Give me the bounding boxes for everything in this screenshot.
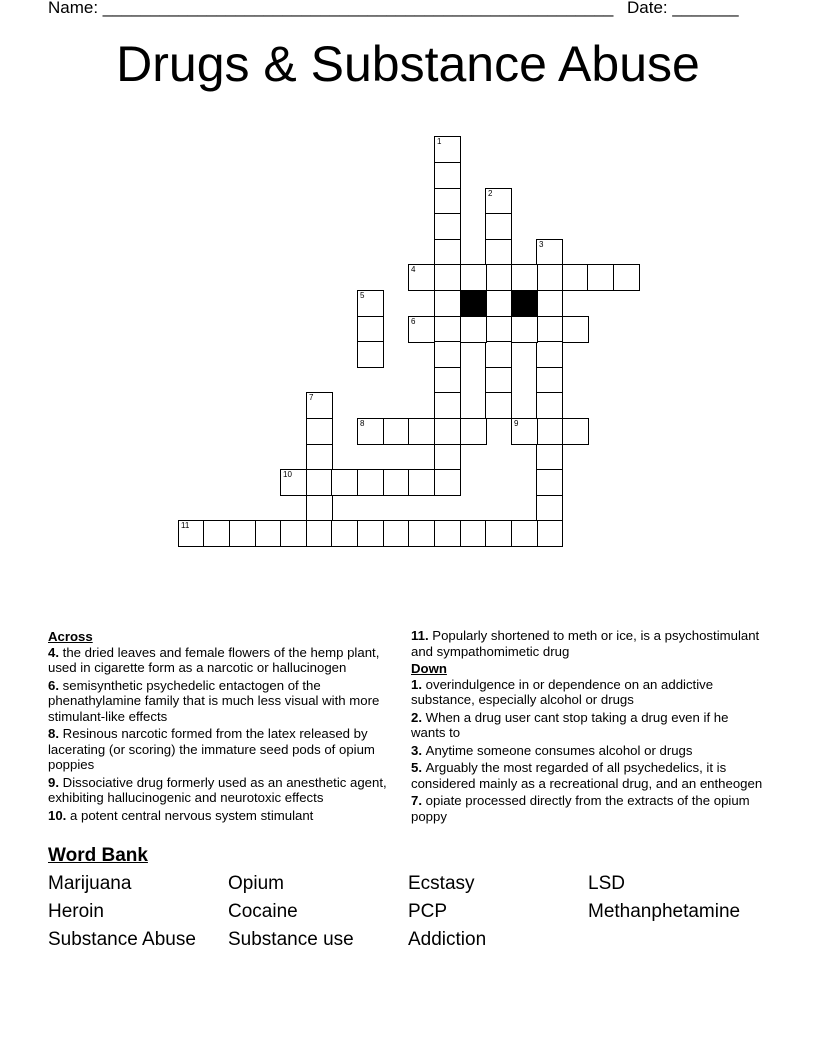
clues-left-column (48, 628, 400, 825)
word-bank-title: Word Bank (48, 845, 148, 866)
grid-cell[interactable] (511, 264, 538, 291)
word-bank-item: Marijuana (48, 873, 132, 894)
clue-number-label: 5. (411, 759, 426, 775)
clue-number: 2 (488, 189, 493, 198)
clue-text: overindulgence in or dependence on an addictive substance, especially alcohol or drugs (411, 676, 714, 708)
blocked-cell (511, 290, 538, 317)
grid-cell[interactable] (536, 367, 563, 394)
grid-cell[interactable] (460, 418, 487, 445)
across-heading: Across (48, 629, 93, 644)
clue-number: 10 (283, 470, 292, 479)
grid-cell[interactable] (280, 469, 307, 496)
across-clue (48, 645, 400, 676)
word-bank-grid (48, 873, 788, 957)
grid-cell[interactable] (536, 444, 563, 471)
grid-cell[interactable] (357, 316, 384, 343)
grid-cell[interactable] (434, 341, 461, 368)
grid-cell[interactable] (383, 469, 410, 496)
grid-cell[interactable] (434, 392, 461, 419)
across-clue (411, 628, 763, 659)
grid-cell[interactable] (331, 520, 358, 547)
grid-cell[interactable] (408, 418, 435, 445)
across-clue (48, 726, 400, 773)
grid-cell[interactable] (306, 469, 333, 496)
grid-cell[interactable] (536, 290, 563, 317)
grid-cell[interactable] (434, 520, 461, 547)
grid-cell[interactable] (434, 469, 461, 496)
grid-cell[interactable] (485, 316, 512, 343)
clue-text: a potent central nervous system stimulant (70, 807, 314, 823)
grid-cell[interactable] (536, 316, 563, 343)
across-clue (48, 678, 400, 725)
across-clue (48, 808, 400, 824)
clue-number: 1 (437, 137, 442, 146)
down-clue (411, 677, 763, 708)
grid-cell[interactable] (485, 341, 512, 368)
clue-number: 5 (360, 291, 365, 300)
clue-number-label: 9. (48, 774, 63, 790)
clue-number-label: 7. (411, 792, 426, 808)
clue-text: Anytime someone consumes alcohol or drugs (425, 742, 693, 758)
grid-cell[interactable] (562, 316, 589, 343)
grid-cell[interactable] (485, 520, 512, 547)
grid-cell[interactable] (434, 316, 461, 343)
grid-cell[interactable] (485, 392, 512, 419)
grid-cell[interactable] (536, 264, 563, 291)
clue-number-label: 3. (411, 742, 426, 758)
clue-text: Dissociative drug formerly used as an anesthetic agent, exhibiting hallucinogenic and neurotoxic effects (48, 774, 387, 806)
grid-cell[interactable] (408, 520, 435, 547)
grid-cell[interactable] (434, 418, 461, 445)
grid-cell[interactable] (613, 264, 640, 291)
grid-cell[interactable] (536, 418, 563, 445)
grid-cell[interactable] (485, 264, 512, 291)
grid-cell[interactable] (383, 520, 410, 547)
clue-text: Popularly shortened to meth or ice, is a psychostimulant and sympathomimetic drug (411, 628, 760, 659)
clue-number: 4 (411, 265, 416, 274)
clue-number-label: 6. (48, 677, 63, 693)
down-heading: Down (411, 660, 447, 676)
clue-number-label: 2. (411, 709, 426, 725)
word-bank-item: Cocaine (228, 901, 298, 922)
grid-cell[interactable] (536, 469, 563, 496)
grid-cell[interactable] (485, 213, 512, 240)
across-clue (48, 775, 400, 806)
clue-number: 8 (360, 419, 365, 428)
grid-cell[interactable] (383, 418, 410, 445)
clue-number-label: 4. (48, 644, 63, 660)
clue-text: Resinous narcotic formed from the latex released by lacerating (or scoring) the immature seed pods of opium poppies (48, 726, 375, 773)
grid-cell[interactable] (434, 213, 461, 240)
clue-number-label: 11. (411, 628, 433, 643)
grid-cell[interactable] (408, 469, 435, 496)
name-field-label: Name: ______________________________________________________ (48, 0, 614, 17)
word-bank-item: Addiction (408, 929, 487, 950)
clue-number-label: 1. (411, 676, 426, 692)
grid-cell[interactable] (357, 341, 384, 368)
clue-number: 11 (181, 521, 190, 530)
grid-cell[interactable] (408, 316, 435, 343)
clue-number: 9 (514, 419, 519, 428)
grid-cell[interactable] (306, 418, 333, 445)
grid-cell[interactable] (434, 188, 461, 215)
grid-cell[interactable] (255, 520, 282, 547)
clue-text: opiate processed directly from the extracts of the opium poppy (411, 792, 750, 824)
grid-cell[interactable] (306, 495, 333, 522)
clue-text: Arguably the most regarded of all psychedelics, it is considered mainly as a recreational drug, and an entheogen (411, 759, 763, 791)
grid-cell[interactable] (485, 239, 512, 266)
grid-cell[interactable] (460, 316, 487, 343)
grid-cell[interactable] (280, 520, 307, 547)
word-bank-item: Substance use (228, 929, 354, 950)
grid-cell[interactable] (434, 444, 461, 471)
date-field-label: Date: _______ (627, 0, 739, 17)
down-clue-list (411, 677, 763, 825)
grid-cell[interactable] (536, 392, 563, 419)
grid-cell[interactable] (511, 316, 538, 343)
down-clue (411, 760, 763, 791)
grid-cell[interactable] (331, 469, 358, 496)
grid-cell[interactable] (536, 239, 563, 266)
grid-cell[interactable] (357, 290, 384, 317)
grid-cell[interactable] (536, 495, 563, 522)
across-clue-list-continued (411, 628, 763, 659)
grid-cell[interactable] (357, 520, 384, 547)
grid-cell[interactable] (511, 520, 538, 547)
down-clue (411, 793, 763, 824)
grid-cell[interactable] (485, 367, 512, 394)
grid-cell[interactable] (357, 469, 384, 496)
word-bank-item: Methanphetamine (588, 901, 741, 922)
grid-cell[interactable] (434, 162, 461, 189)
word-bank-item: LSD (588, 873, 625, 894)
page-title: Drugs & Substance Abuse (116, 36, 700, 92)
blocked-cell (460, 290, 487, 317)
grid-cell[interactable] (306, 392, 333, 419)
grid-cell[interactable] (536, 520, 563, 547)
clue-text: semisynthetic psychedelic entactogen of the phenathylamine family that is much less visual with more stimulant-like effects (48, 677, 380, 724)
grid-cell[interactable] (536, 341, 563, 368)
clue-number-label: 10. (48, 807, 70, 823)
clue-number: 6 (411, 317, 416, 326)
grid-cell[interactable] (434, 239, 461, 266)
grid-cell[interactable] (485, 188, 512, 215)
grid-cell[interactable] (511, 418, 538, 445)
grid-cell[interactable] (562, 418, 589, 445)
word-bank-item: Heroin (48, 901, 104, 922)
grid-cell[interactable] (357, 418, 384, 445)
grid-cell[interactable] (485, 290, 512, 317)
grid-cell[interactable] (587, 264, 614, 291)
grid-cell[interactable] (460, 520, 487, 547)
clue-text: When a drug user cant stop taking a drug even if he wants to (411, 709, 729, 741)
grid-cell[interactable] (178, 520, 205, 547)
across-clue-list (48, 645, 400, 824)
grid-cell[interactable] (203, 520, 230, 547)
clue-number: 7 (309, 393, 314, 402)
word-bank-item: Substance Abuse (48, 929, 196, 950)
grid-cell[interactable] (434, 367, 461, 394)
clue-number: 3 (539, 240, 544, 249)
grid-cell[interactable] (306, 520, 333, 547)
grid-cell[interactable] (460, 264, 487, 291)
grid-cell[interactable] (434, 290, 461, 317)
clues-right-column (411, 628, 763, 826)
grid-cell[interactable] (229, 520, 256, 547)
grid-cell[interactable] (434, 136, 461, 163)
grid-cell[interactable] (306, 444, 333, 471)
down-clue (411, 710, 763, 741)
word-bank-item: PCP (408, 901, 448, 922)
clue-number-label: 8. (48, 726, 63, 742)
down-clue (411, 743, 763, 759)
clue-text: the dried leaves and female flowers of the hemp plant, used in cigarette form as a narcotic or hallucinogen (48, 644, 380, 676)
grid-cell[interactable] (434, 264, 461, 291)
word-bank-item: Ecstasy (408, 873, 475, 894)
grid-cell[interactable] (408, 264, 435, 291)
grid-cell[interactable] (562, 264, 589, 291)
word-bank-item: Opium (228, 873, 284, 894)
